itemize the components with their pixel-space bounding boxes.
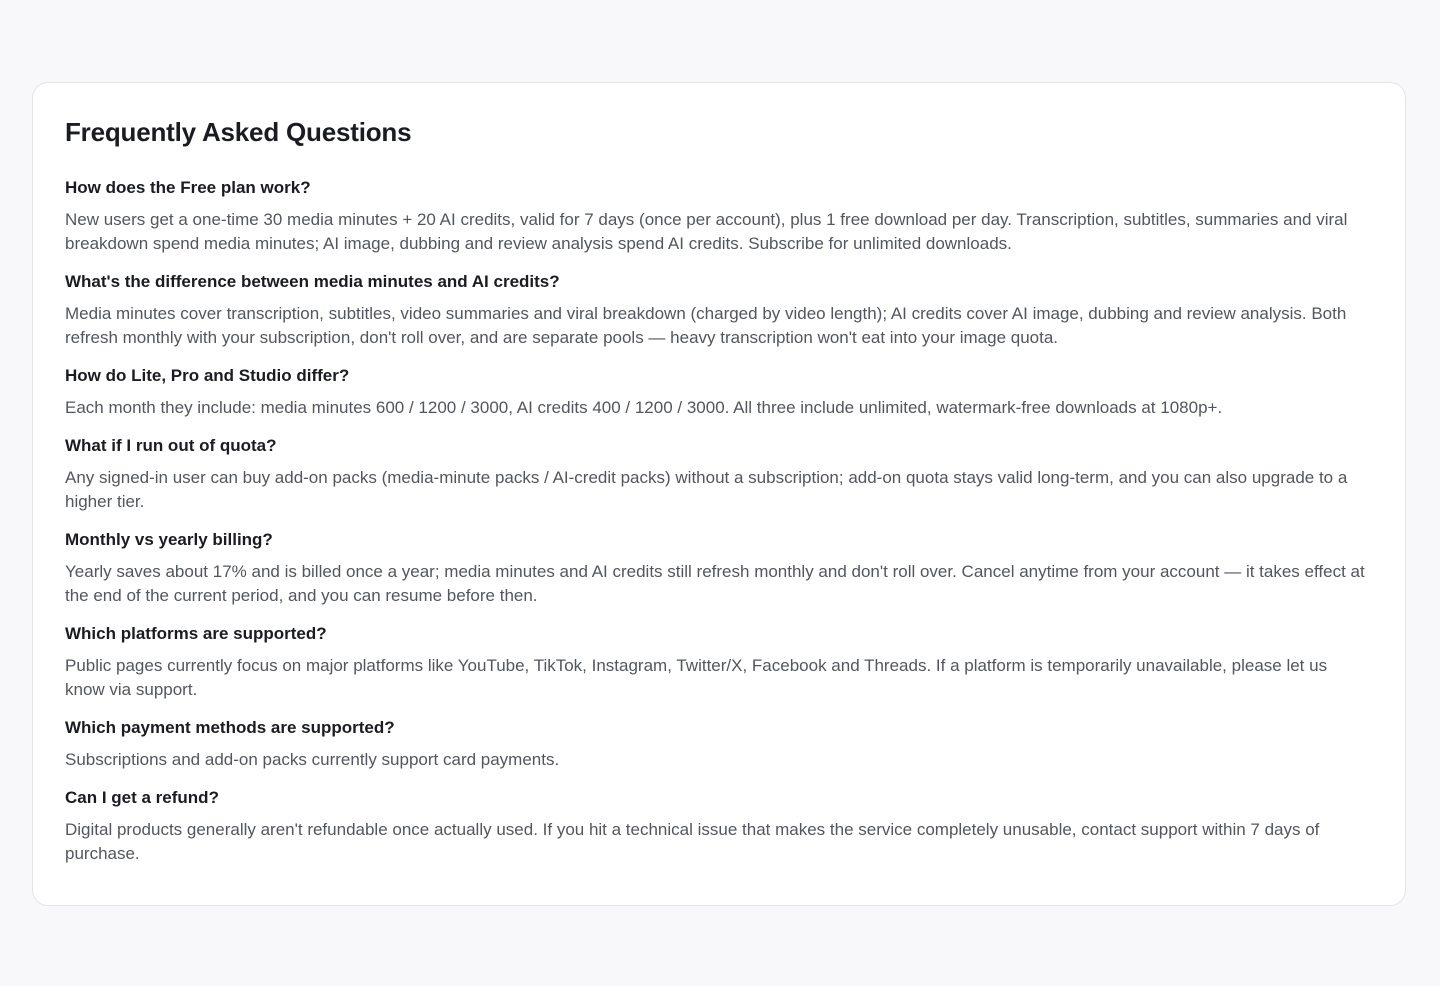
faq-question: What if I run out of quota? — [65, 436, 277, 455]
faq-question: Which platforms are supported? — [65, 624, 327, 643]
faq-question: What's the difference between media minutes and AI credits? — [65, 272, 560, 291]
faq-question: Can I get a refund? — [65, 788, 219, 807]
faq-question: How do Lite, Pro and Studio differ? — [65, 366, 350, 385]
faq-answer: Any signed-in user can buy add-on packs (media-minute packs / AI-credit packs) without a subscription; add-on quota stays valid long-term, and you can also upgrade to a higher tier. — [65, 468, 1348, 511]
faq-answer: Yearly saves about 17% and is billed once a year; media minutes and AI credits still refresh monthly and don't roll over. Cancel anytime from your account — it takes effect at the end of the current period, and you can resume before then. — [65, 562, 1365, 605]
faq-item-platforms — [65, 622, 1373, 702]
faq-title: Frequently Asked Questions — [65, 117, 412, 147]
faq-item-out-of-quota — [65, 434, 1373, 514]
faq-item-plan-differences — [65, 364, 1373, 420]
faq-section — [32, 82, 1406, 906]
faq-answer: Public pages currently focus on major platforms like YouTube, TikTok, Instagram, Twitter/X, Facebook and Threads. If a platform is temporarily unavailable, please let us know via support. — [65, 656, 1328, 699]
faq-item-free-plan — [65, 176, 1373, 256]
faq-answer: Each month they include: media minutes 600 / 1200 / 3000, AI credits 400 / 1200 / 3000. All three include unlimited, watermark-free downloads at 1080p+. — [65, 398, 1223, 417]
faq-answer: Media minutes cover transcription, subtitles, video summaries and viral breakdown (charged by video length); AI credits cover AI image, dubbing and review analysis. Both refresh monthly with your subscription, don't roll over, and are separate pools — heavy transcription won't eat into your image quota. — [65, 304, 1347, 347]
faq-item-minutes-vs-credits — [65, 270, 1373, 350]
faq-question: Which payment methods are supported? — [65, 718, 395, 737]
faq-question: How does the Free plan work? — [65, 178, 311, 197]
faq-item-billing-period — [65, 528, 1373, 608]
faq-answer: Digital products generally aren't refundable once actually used. If you hit a technical issue that makes the service completely unusable, contact support within 7 days of purchase. — [65, 820, 1320, 863]
faq-question: Monthly vs yearly billing? — [65, 530, 273, 549]
faq-answer: New users get a one-time 30 media minutes + 20 AI credits, valid for 7 days (once per account), plus 1 free download per day. Transcription, subtitles, summaries and viral breakdown spend media minutes; AI image, dubbing and review analysis spend AI credits. Subscribe for unlimited downloads. — [65, 210, 1348, 253]
faq-item-payment-methods — [65, 716, 1373, 772]
faq-answer: Subscriptions and add-on packs currently support card payments. — [65, 750, 560, 769]
faq-item-refund — [65, 786, 1373, 866]
faq-list — [65, 176, 1373, 866]
